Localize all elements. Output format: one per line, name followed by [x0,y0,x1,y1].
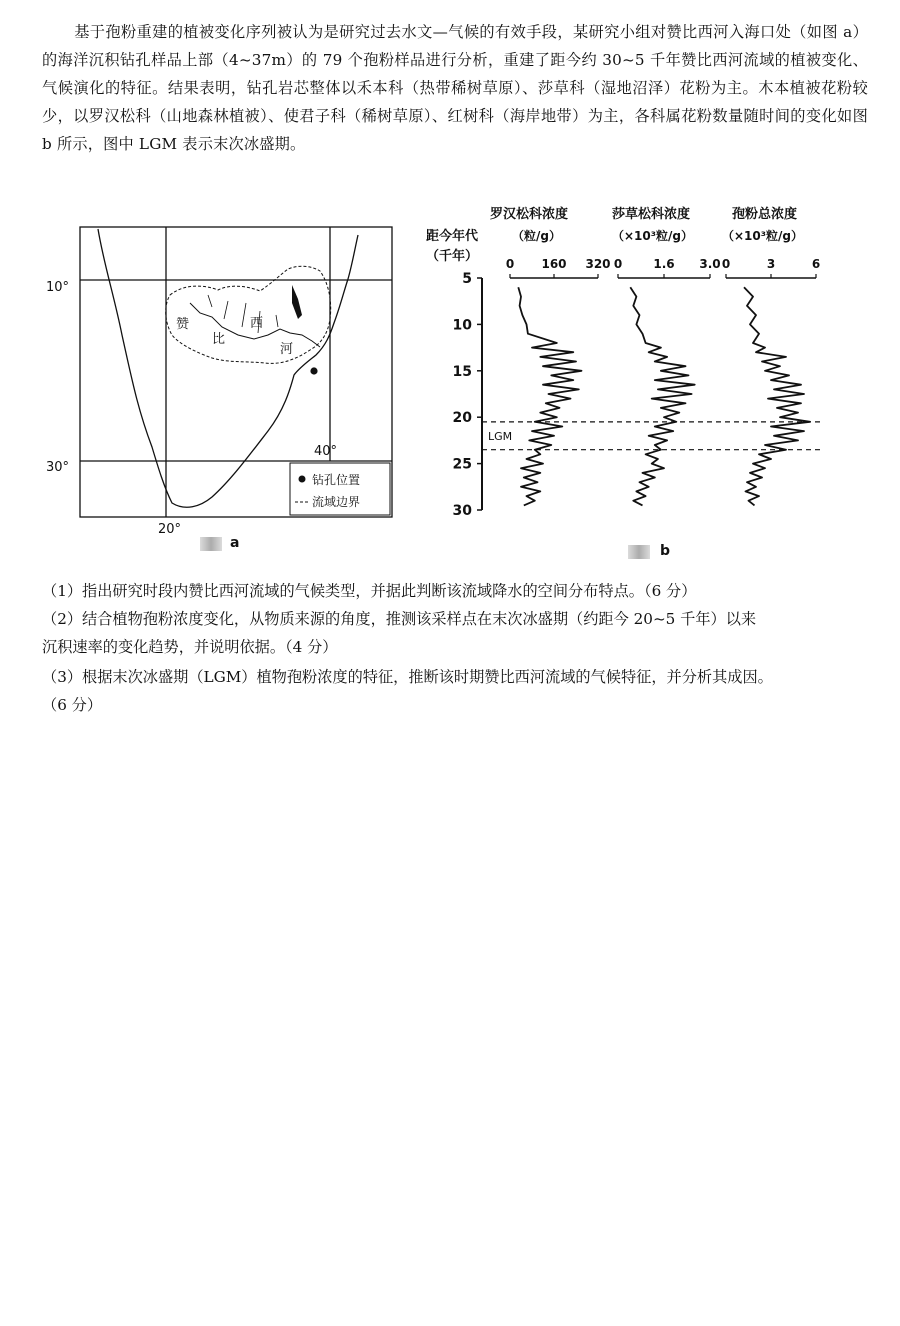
question-2-line1: （2）结合植物孢粉浓度变化，从物质来源的角度，推测该采样点在末次冰盛期（约距今 20~5 千年）以来 [42,610,757,628]
figure-b-chart [420,198,840,528]
panel1-tick-label-1: 160 [541,257,567,271]
basin-boundary [166,266,331,363]
depth-tick-label-15: 15 [452,363,472,380]
depth-tick-label-25: 25 [452,456,472,473]
panel3-title: 孢粉总浓度 [732,207,798,222]
intro-paragraph [42,18,868,158]
question-2 [42,605,872,661]
question-1-line1: （1）指出研究时段内赞比西河流域的气候类型，并据此判断该流域降水的空间分布特点。（6 分） [42,582,697,600]
depth-tick-label-30: 30 [452,503,472,519]
intro-text: 基于孢粉重建的植被变化序列被认为是研究过去水文—气候的有效手段，某研究小组对赞比西河入海口处（如图 a）的海洋沉积钻孔样品上部（4~37m）的 79 个孢粉样品进行分析，重建了距今约 30~5 千年赞比西河流域的植被变化、气候演化的特征。结果表明，钻孔岩芯整体以禾本科（热带稀树草原）、莎草科（湿地沼泽）花粉为主。木本植被花粉较少，以罗汉松科（山地森林植被）、使君子科（稀树草原）、红树科（海岸地带）为主，各科属花粉数量随时间的变化如图 b 所示，图中 LGM 表示末次冰盛期。 [42,23,868,153]
panel3-tick-label-0: 0 [721,257,731,271]
legend-basin-boundary: 流域边界 [312,495,361,509]
lat-label-30: 30° [46,460,70,475]
river-char-4: 河 [280,342,294,357]
series-line-3 [744,287,810,505]
question-3-line2: （6 分） [42,696,103,714]
lake-malawi [292,285,302,319]
question-1 [42,577,872,605]
question-3-line1: （3）根据末次冰盛期（LGM）植物孢粉浓度的特征，推断该时期赞比西河流域的气候特征，并分析其成因。 [42,668,773,686]
panel1-tick-label-0: 0 [505,257,515,271]
lon-label-40: 40° [314,444,338,459]
depth-tick-label-5: 5 [462,271,472,287]
panel3-tick-label-1: 3 [766,257,776,271]
panel3-tick-label-2: 6 [811,257,821,271]
question-3 [42,663,872,719]
series-line-2 [630,287,694,505]
series-line-1 [518,287,581,505]
lat-label-10: 10° [46,280,70,295]
panel2-title: 莎草松科浓度 [612,207,691,222]
panel1-tick-label-2: 320 [585,257,611,271]
panel2-tick-label-0: 0 [613,257,623,271]
depth-tick-label-20: 20 [452,410,472,427]
legend-drill-site: 钻孔位置 [312,473,361,487]
depth-tick-label-10: 10 [452,317,472,334]
panel2-unit: （×10³粒/g） [612,229,693,243]
figure-a-map [40,195,410,555]
yaxis-title-1: 距今年代 [426,229,479,244]
panel2-tick-label-1: 1.6 [653,257,675,271]
lon-label-20: 20° [158,522,182,537]
panel1-title: 罗汉松科浓度 [490,207,569,222]
lgm-label: LGM [488,429,513,443]
river-char-2: 比 [212,332,226,347]
figure-b-caption: b [660,543,671,559]
river-char-1: 赞 [176,317,190,332]
question-2-line2: 沉积速率的变化趋势，并说明依据。（4 分） [42,638,338,656]
drill-site-dot [310,367,317,374]
panel2-tick-label-2: 3.0 [699,257,721,271]
legend-drill-icon [299,476,306,483]
panel1-unit: （粒/g） [512,229,561,243]
panel3-unit: （×10³粒/g） [722,229,803,243]
figure-a-caption: a [230,535,240,551]
yaxis-title-2: （千年） [426,249,479,264]
river-char-3: 西 [250,316,264,331]
